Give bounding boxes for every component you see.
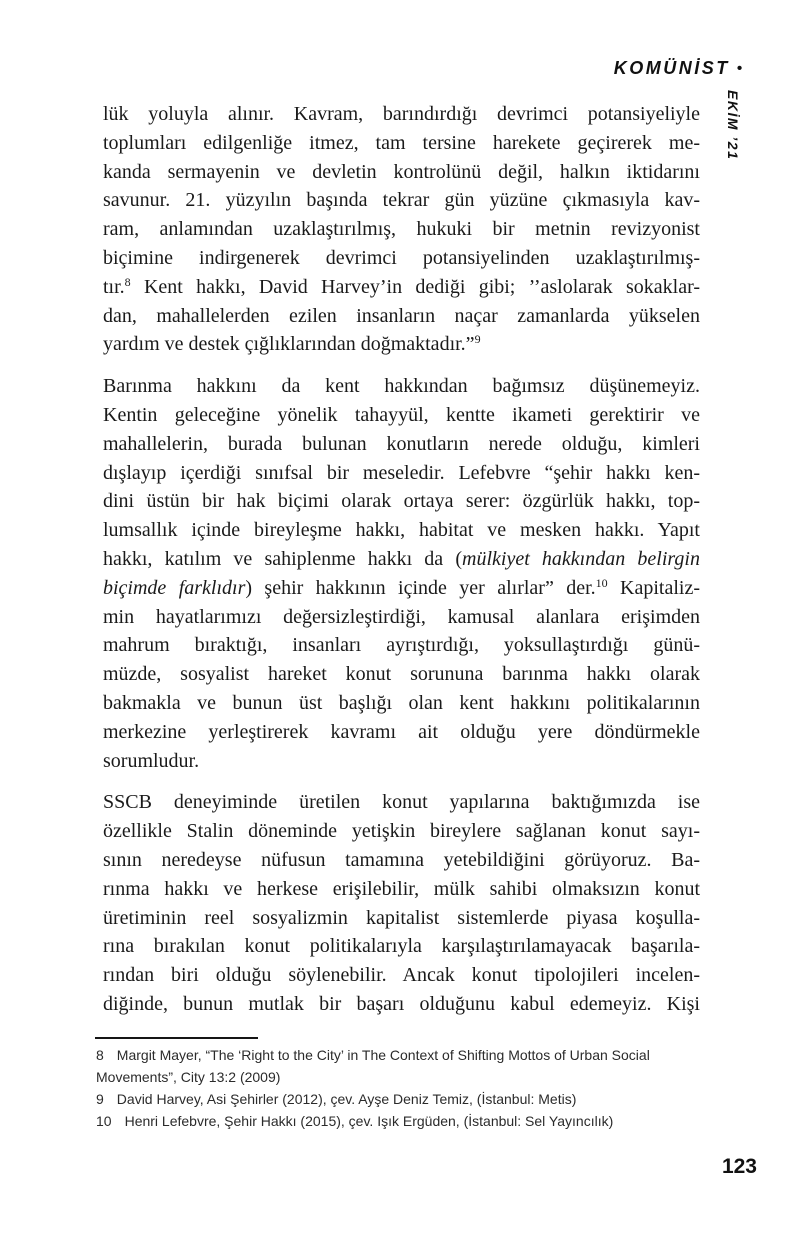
text-line: min hayatlarımızı değersizleştirdiği, kamusal alanlara erişimden <box>103 605 700 628</box>
journal-title: KOMÜNİST <box>613 58 730 78</box>
text-line: mahallelerin, burada bulunan konutların nerede olduğu, kimleri <box>103 432 700 455</box>
text-line: sının neredeyse nüfusun tamamına yetebildiğini görüyoruz. Ba- <box>103 848 700 871</box>
footnote-divider <box>95 1037 258 1039</box>
footnote-text: Henri Lefebvre, Şehir Hakkı (2015), çev. Işık Ergüden, (İstanbul: Sel Yayıncılık) <box>124 1113 614 1129</box>
text-line: savunur. 21. yüzyılın başında tekrar gün yüzüne çıkmasıyla kav- <box>103 189 700 212</box>
text-line: Barınma hakkını da kent hakkından bağımsız düşünemeyiz. <box>103 375 700 398</box>
page-number: 123 <box>721 1155 757 1178</box>
text-line: rına bırakılan konut politikalarıyla karşılaştırılamayacak başarıla- <box>103 935 700 958</box>
text-line: hakkı, katılım ve sahiplenme hakkı da (mülkiyet hakkından belirgin <box>103 547 700 570</box>
footnote-reference: 8 <box>124 274 131 289</box>
text-line: bakmakla ve bunun üst başlığı olan kent hakkını politikalarının <box>103 691 700 714</box>
text-line: lumsallık içinde bireyleşme hakkı, habitat ve mesken hakkı. Yapıt <box>103 519 700 542</box>
text-line: biçimine indirgenerek devrimci potansiyelinden uzaklaştırılmış- <box>103 246 700 269</box>
text-line: biçimde farklıdır) şehir hakkının içinde yer alırlar” der.$^{10}$ Kapitaliz- <box>103 575 700 599</box>
footnote-number: 8 <box>96 1047 104 1063</box>
paragraph <box>103 372 700 775</box>
footnote-item <box>96 1044 696 1088</box>
text-line: üretiminin reel sosyalizmin kapitalist sistemlerde piyasa koşulla- <box>103 906 700 929</box>
text-line: toplumları edilgenliğe itmez, tam tersine harekete geçirerek me- <box>103 131 700 154</box>
text-line: kanda sermayenin ve devletin kontrolünü değil, halkın iktidarını <box>103 160 700 183</box>
footnote-item <box>96 1088 696 1110</box>
body-text <box>103 100 700 1032</box>
text-line: müzde, sosyalist hareket konut sorununa barınma hakkı olarak <box>103 663 700 686</box>
footnote-number: 9 <box>96 1091 104 1107</box>
text-line: yardım ve destek çığlıklarından doğmaktadır.”$^9$ <box>103 332 481 356</box>
footnotes <box>96 1044 696 1132</box>
masthead-bullet-icon: • <box>736 60 742 77</box>
footnote-reference: 10 <box>595 575 608 590</box>
text-line: rından biri olduğu söylenebilir. Ancak konut tipolojileri incelen- <box>103 964 700 987</box>
text-line: Kentin geleceğine yönelik tahayyül, kentte ikameti gerektirir ve <box>103 403 700 426</box>
text-line: dışlayıp içerdiği sınıfsal bir meseledir. Lefebvre “şehir hakkı ken- <box>103 461 700 484</box>
footnote-text: Margit Mayer, “The ‘Right to the City’ in The Context of Shifting Mottos of Urban Social Movements”, City 13:2 (2009) <box>96 1047 650 1085</box>
footnote-number: 10 <box>96 1113 112 1129</box>
text-line: merkezine yerleştirerek kavramı ait olduğu yere döndürmekle <box>103 720 700 743</box>
text-line: rınma hakkı ve herkese erişilebilir, mülk sahibi olmaksızın konut <box>103 877 700 900</box>
text-line: ram, anlamından uzaklaştırılmış, hukuki bir metnin revizyonist <box>103 218 700 241</box>
text-line: özellikle Stalin döneminde yetişkin bireylere sağlanan konut sayı- <box>103 820 700 843</box>
text-line: diğinde, bunun mutlak bir başarı olduğunu kabul edemeyiz. Kişi <box>103 992 700 1015</box>
text-line: SSCB deneyiminde üretilen konut yapılarına baktığımızda ise <box>103 791 700 814</box>
text-line: dini üstün bir hak biçimi olarak ortaya serer: özgürlük hakkı, top- <box>103 490 700 513</box>
text-line: dan, mahallelerden ezilen insanların naçar zamanlarda yükselen <box>103 304 700 327</box>
footnote-reference: 9 <box>474 332 481 347</box>
paragraph <box>103 788 700 1018</box>
footnote-item <box>96 1110 696 1132</box>
issue-label-vertical: EKİM ’21 <box>725 90 741 161</box>
text-line: sorumludur. <box>103 749 200 772</box>
masthead <box>614 58 742 79</box>
footnote-text: David Harvey, Asi Şehirler (2012), çev. Ayşe Deniz Temiz, (İstanbul: Metis) <box>116 1091 577 1107</box>
text-line: mahrum bıraktığı, insanları ayrıştırdığı, yoksullaştırdığı günü- <box>103 634 700 657</box>
text-line: lük yoluyla alınır. Kavram, barındırdığı devrimci potansiyeliyle <box>103 103 700 125</box>
paragraph <box>103 100 700 359</box>
text-line: tır.$^8$ Kent hakkı, David Harvey’in dediği gibi; ’’aslolarak sokaklar- <box>103 274 700 298</box>
